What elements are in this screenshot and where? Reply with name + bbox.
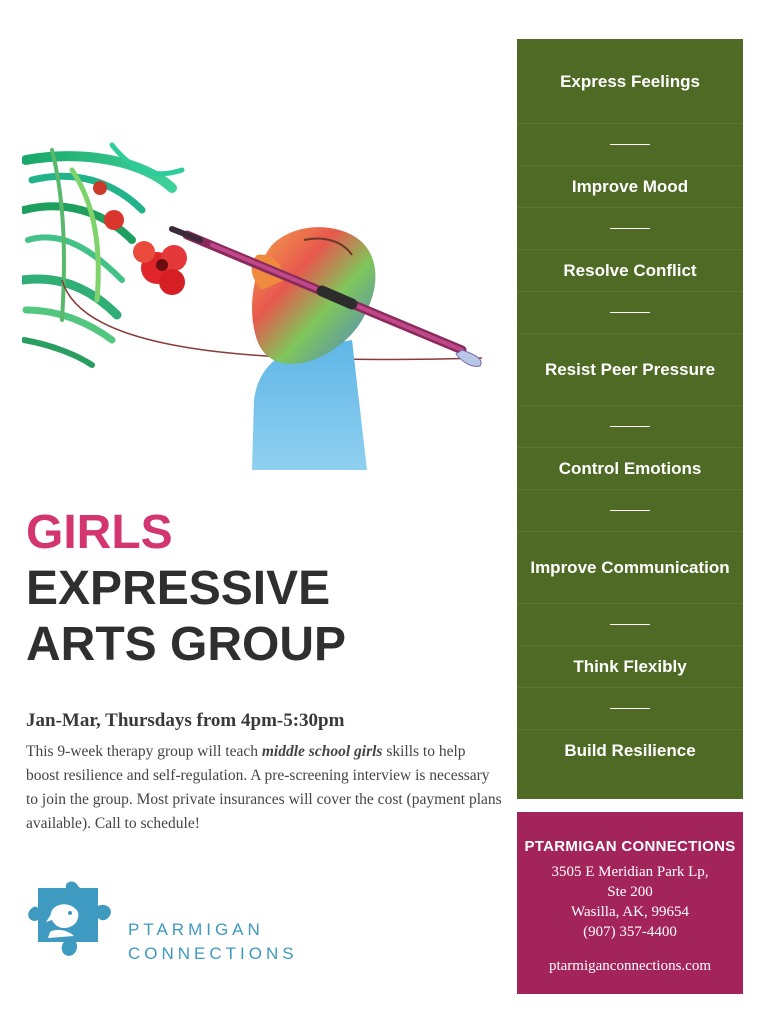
benefit-item: Express Feelings <box>560 71 700 91</box>
logo-line1: PTARMIGAN <box>128 920 264 939</box>
benefit-separator <box>517 687 743 729</box>
headline-girls: GIRLS <box>26 506 173 559</box>
schedule-text: Jan-Mar, Thursdays from 4pm-5:30pm <box>26 710 345 731</box>
contact-address <box>517 862 743 942</box>
puzzle-piece-bird-icon <box>28 880 118 962</box>
red-flower <box>133 241 187 295</box>
benefit-item: Improve Communication <box>517 531 743 603</box>
logo-wordmark <box>128 918 298 966</box>
benefit-item: Think Flexibly <box>517 645 743 687</box>
benefit-separator <box>517 603 743 645</box>
benefit-separator <box>517 123 743 165</box>
description-part1: This 9-week therapy group will teach <box>26 743 262 760</box>
benefit-separator <box>517 291 743 333</box>
benefits-panel <box>517 39 743 799</box>
benefit-item: Control Emotions <box>517 447 743 489</box>
benefit-separator <box>517 207 743 249</box>
description-part2: skills to help boost resilience and self-regulation. A pre-screening interview is necessary to join the group. Most private insurances will cover the cost (payment plans available). Call to schedule! <box>26 743 502 832</box>
description-paragraph <box>26 740 502 836</box>
headline-expressive: EXPRESSIVE <box>26 562 331 615</box>
benefit-separator <box>517 489 743 531</box>
contact-phone: (907) 357-4400 <box>583 924 677 940</box>
contact-panel <box>517 812 743 994</box>
benefit-item: Resist Peer Pressure <box>517 333 743 405</box>
hand-painting-illustration <box>22 140 492 470</box>
address-line3: Wasilla, AK, 99654 <box>571 904 689 920</box>
headline <box>26 505 496 673</box>
benefit-separator <box>517 405 743 447</box>
benefit-item: Build Resilience <box>517 729 743 771</box>
contact-website-link[interactable]: ptarmiganconnections.com <box>548 958 712 974</box>
benefit-item: Improve Mood <box>517 165 743 207</box>
description-emphasis: middle school girls <box>261 743 383 760</box>
headline-arts-group: ARTS GROUP <box>26 618 347 671</box>
address-line2: Ste 200 <box>607 884 653 900</box>
address-line1: 3505 E Meridian Park Lp, <box>551 864 709 880</box>
contact-name: PTARMIGAN CONNECTIONS <box>524 838 736 855</box>
logo-line2: CONNECTIONS <box>128 944 298 963</box>
benefit-item: Resolve Conflict <box>517 249 743 291</box>
